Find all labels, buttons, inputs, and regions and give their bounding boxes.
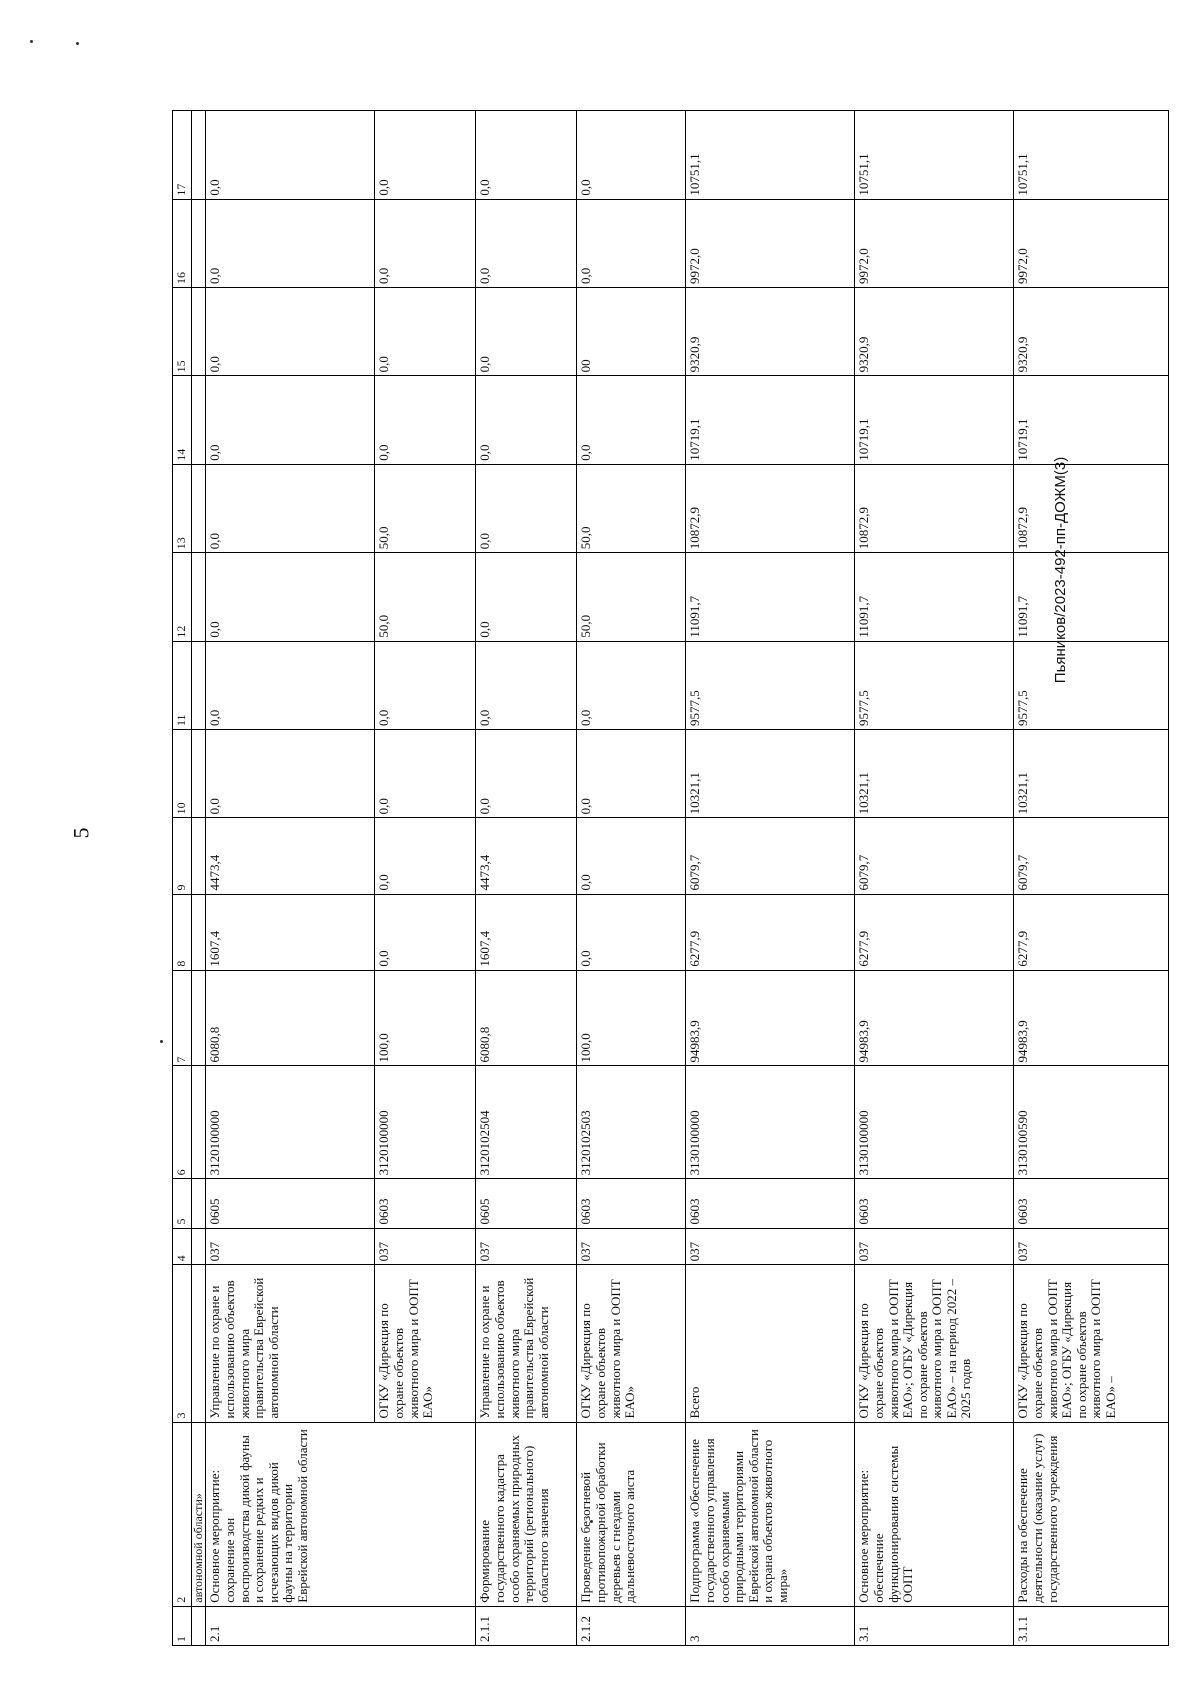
column-number: 9 [173, 818, 192, 894]
value-total: 100,0 [577, 970, 686, 1066]
grbs-code: 037 [686, 1228, 855, 1265]
value-total: 100,0 [375, 970, 476, 1066]
row-number: 3.1 [855, 1606, 1014, 1645]
grbs-code: 037 [1014, 1228, 1169, 1265]
value-total: 6080,8 [476, 970, 577, 1066]
value-year: 10321,1 [1014, 730, 1169, 818]
value-year: 0,0 [375, 287, 476, 375]
value-year: 0,0 [577, 111, 686, 200]
table-row [577, 111, 686, 1646]
value-year: 0,0 [375, 376, 476, 464]
csr-code: 3130100590 [1014, 1066, 1169, 1179]
value-year: 0,0 [577, 376, 686, 464]
grbs-code: 037 [375, 1228, 476, 1265]
table-cell [192, 553, 206, 641]
responsible-executor: ОГКУ «Дирекция по охране объектов животного мира и ООПТ ЕАО» [375, 1265, 476, 1422]
value-year: 9577,5 [855, 641, 1014, 729]
column-number: 10 [173, 730, 192, 818]
value-year: 9320,9 [686, 287, 855, 375]
header-row [173, 111, 192, 1646]
value-year: 11091,7 [1014, 553, 1169, 641]
value-year: 0,0 [206, 199, 375, 287]
value-total: 94983,9 [855, 970, 1014, 1066]
value-year: 4473,4 [206, 818, 375, 894]
measure-name: Подпрограмма «Обеспечение государственного управления особо охраняемыми природными территориями Еврейской автономной области и охрана объектов животного мира» [686, 1422, 855, 1606]
responsible-executor: Управление по охране и использованию объектов животного мира правительства Еврейской автономной области [476, 1265, 577, 1422]
value-year: 10872,9 [686, 464, 855, 552]
value-year: 0,0 [206, 376, 375, 464]
value-year: 9972,0 [686, 199, 855, 287]
value-year: 0,0 [206, 111, 375, 200]
value-year: 0,0 [476, 553, 577, 641]
csr-code: 3130100000 [686, 1066, 855, 1179]
value-year: 9972,0 [1014, 199, 1169, 287]
responsible-executor: ОГКУ «Дирекция по охране объектов животного мира и ООПТ ЕАО» [577, 1265, 686, 1422]
rzpr-code: 0603 [375, 1179, 476, 1228]
page-number: 5 [68, 827, 94, 839]
value-year: 10719,1 [855, 376, 1014, 464]
table-cell [192, 970, 206, 1066]
value-year: 6079,7 [686, 818, 855, 894]
value-year: 50,0 [375, 464, 476, 552]
value-year: 4473,4 [476, 818, 577, 894]
value-year: 10719,1 [1014, 376, 1169, 464]
grbs-code: 037 [206, 1228, 375, 1265]
responsible-executor: ОГКУ «Дирекция по охране объектов животного мира и ООПТ ЕАО»; ОГБУ «Дирекция по охране объектов животного мира и ООПТ ЕАО» – на период 2022 – 2025 годов [855, 1265, 1014, 1422]
value-year: 6277,9 [1014, 894, 1169, 970]
budget-table-rotated [172, 110, 1118, 1646]
value-year: 0,0 [375, 199, 476, 287]
column-number: 5 [173, 1179, 192, 1228]
value-year: 10872,9 [855, 464, 1014, 552]
value-total: 94983,9 [686, 970, 855, 1066]
row-number: 3.1.1 [1014, 1606, 1169, 1645]
csr-code: 3120100000 [375, 1066, 476, 1179]
value-year: 0,0 [375, 111, 476, 200]
rzpr-code: 0603 [686, 1179, 855, 1228]
table-cell [192, 730, 206, 818]
continuation-text: автономной области» [192, 1422, 206, 1606]
value-year: 10321,1 [686, 730, 855, 818]
value-year: 9577,5 [1014, 641, 1169, 729]
value-year: 9577,5 [686, 641, 855, 729]
value-year: 50,0 [577, 553, 686, 641]
rzpr-code: 0603 [577, 1179, 686, 1228]
measure-name: Основное мероприятие: обеспечение функционирования системы ООПТ [855, 1422, 1014, 1606]
value-year: 10719,1 [686, 376, 855, 464]
column-number: 12 [173, 553, 192, 641]
value-year: 0,0 [375, 641, 476, 729]
value-year: 0,0 [476, 376, 577, 464]
table-cell [192, 287, 206, 375]
table-row [476, 111, 577, 1646]
scan-speck [30, 40, 33, 43]
measure-name: Основное мероприятие: сохранение зон воспроизводства дикой фауны и сохранение редких и исчезающих видов дикой фауны на территории Еврейской автономной области [206, 1422, 476, 1606]
column-number: 14 [173, 376, 192, 464]
column-number: 4 [173, 1228, 192, 1265]
row-number: 3 [686, 1606, 855, 1645]
rzpr-code: 0605 [476, 1179, 577, 1228]
value-year: 1607,4 [206, 894, 375, 970]
table-row [1014, 111, 1169, 1646]
value-year: 0,0 [206, 553, 375, 641]
rzpr-code: 0605 [206, 1179, 375, 1228]
column-number: 3 [173, 1265, 192, 1422]
value-year: 9320,9 [1014, 287, 1169, 375]
value-year: 0,0 [577, 818, 686, 894]
value-year: 11091,7 [855, 553, 1014, 641]
row-number: 2.1.1 [476, 1606, 577, 1645]
value-year: 0,0 [375, 894, 476, 970]
column-number: 7 [173, 970, 192, 1066]
value-year: 6079,7 [1014, 818, 1169, 894]
column-number: 17 [173, 111, 192, 200]
table-cell [192, 111, 206, 200]
value-year: 0,0 [476, 464, 577, 552]
table-cell [192, 1606, 206, 1645]
value-year: 10751,1 [855, 111, 1014, 200]
value-year: 1607,4 [476, 894, 577, 970]
value-year: 0,0 [375, 730, 476, 818]
continuation-row [192, 111, 206, 1646]
table-cell [192, 1228, 206, 1265]
document-reference: Пьяников/2023-492-пп-ДОЖМ(3) [1052, 456, 1069, 684]
value-year: 6277,9 [686, 894, 855, 970]
column-number: 13 [173, 464, 192, 552]
value-total: 94983,9 [1014, 970, 1169, 1066]
column-number: 16 [173, 199, 192, 287]
column-number: 8 [173, 894, 192, 970]
table-cell [192, 641, 206, 729]
table-cell [192, 818, 206, 894]
csr-code: 3120102503 [577, 1066, 686, 1179]
grbs-code: 037 [855, 1228, 1014, 1265]
table-cell [192, 1179, 206, 1228]
value-total: 6080,8 [206, 970, 375, 1066]
scan-speck [160, 1040, 163, 1043]
table-row [206, 111, 375, 1646]
row-number: 2.1.2 [577, 1606, 686, 1645]
table-cell [192, 464, 206, 552]
column-number: 15 [173, 287, 192, 375]
rzpr-code: 0603 [1014, 1179, 1169, 1228]
value-year: 10321,1 [855, 730, 1014, 818]
row-number: 2.1 [206, 1606, 476, 1645]
column-number: 11 [173, 641, 192, 729]
grbs-code: 037 [476, 1228, 577, 1265]
table-cell [192, 199, 206, 287]
csr-code: 3120100000 [206, 1066, 375, 1179]
value-year: 0,0 [476, 199, 577, 287]
grbs-code: 037 [577, 1228, 686, 1265]
value-year: 10751,1 [686, 111, 855, 200]
table-cell [192, 1066, 206, 1179]
measure-name: Расходы на обеспечение деятельности (оказание услуг) государственного учреждения [1014, 1422, 1169, 1606]
value-year: 0,0 [206, 730, 375, 818]
table-cell [192, 894, 206, 970]
value-year: 6079,7 [855, 818, 1014, 894]
responsible-executor: Управление по охране и использованию объектов животного мира правительства Еврейской автономной области [206, 1265, 375, 1422]
table-row [855, 111, 1014, 1646]
table-cell [192, 376, 206, 464]
value-year: 10751,1 [1014, 111, 1169, 200]
column-number: 6 [173, 1066, 192, 1179]
table-row [686, 111, 855, 1646]
measure-name: Проведение безогневой противопожарной обработки деревьев с гнездами дальневосточного аиста [577, 1422, 686, 1606]
column-number: 1 [173, 1606, 192, 1645]
value-year: 10872,9 [1014, 464, 1169, 552]
value-year: 11091,7 [686, 553, 855, 641]
value-year: 0,0 [476, 111, 577, 200]
value-year: 0,0 [577, 199, 686, 287]
value-year: 0,0 [206, 641, 375, 729]
responsible-executor: ОГКУ «Дирекция по охране объектов животного мира и ООПТ ЕАО»; ОГБУ «Дирекция по охране объектов животного мира и ООПТ ЕАО» – [1014, 1265, 1169, 1422]
value-year: 0,0 [476, 641, 577, 729]
value-year: 6277,9 [855, 894, 1014, 970]
value-year: 00 [577, 287, 686, 375]
responsible-executor: Всего [686, 1265, 855, 1422]
csr-code: 3120102504 [476, 1066, 577, 1179]
value-year: 0,0 [577, 730, 686, 818]
value-year: 0,0 [476, 730, 577, 818]
value-year: 50,0 [577, 464, 686, 552]
value-year: 50,0 [375, 553, 476, 641]
value-year: 0,0 [476, 287, 577, 375]
rzpr-code: 0603 [855, 1179, 1014, 1228]
value-year: 0,0 [206, 464, 375, 552]
value-year: 0,0 [375, 818, 476, 894]
budget-table [172, 110, 1169, 1646]
value-year: 9972,0 [855, 199, 1014, 287]
value-year: 0,0 [577, 894, 686, 970]
value-year: 0,0 [577, 641, 686, 729]
column-number: 2 [173, 1422, 192, 1606]
table-row [375, 111, 476, 1646]
table-cell [192, 1265, 206, 1422]
measure-name: Формирование государственного кадастра особо охраняемых природных территорий (регионального) областного значения [476, 1422, 577, 1606]
value-year: 0,0 [206, 287, 375, 375]
csr-code: 3130100000 [855, 1066, 1014, 1179]
value-year: 9320,9 [855, 287, 1014, 375]
scan-speck [76, 42, 79, 45]
